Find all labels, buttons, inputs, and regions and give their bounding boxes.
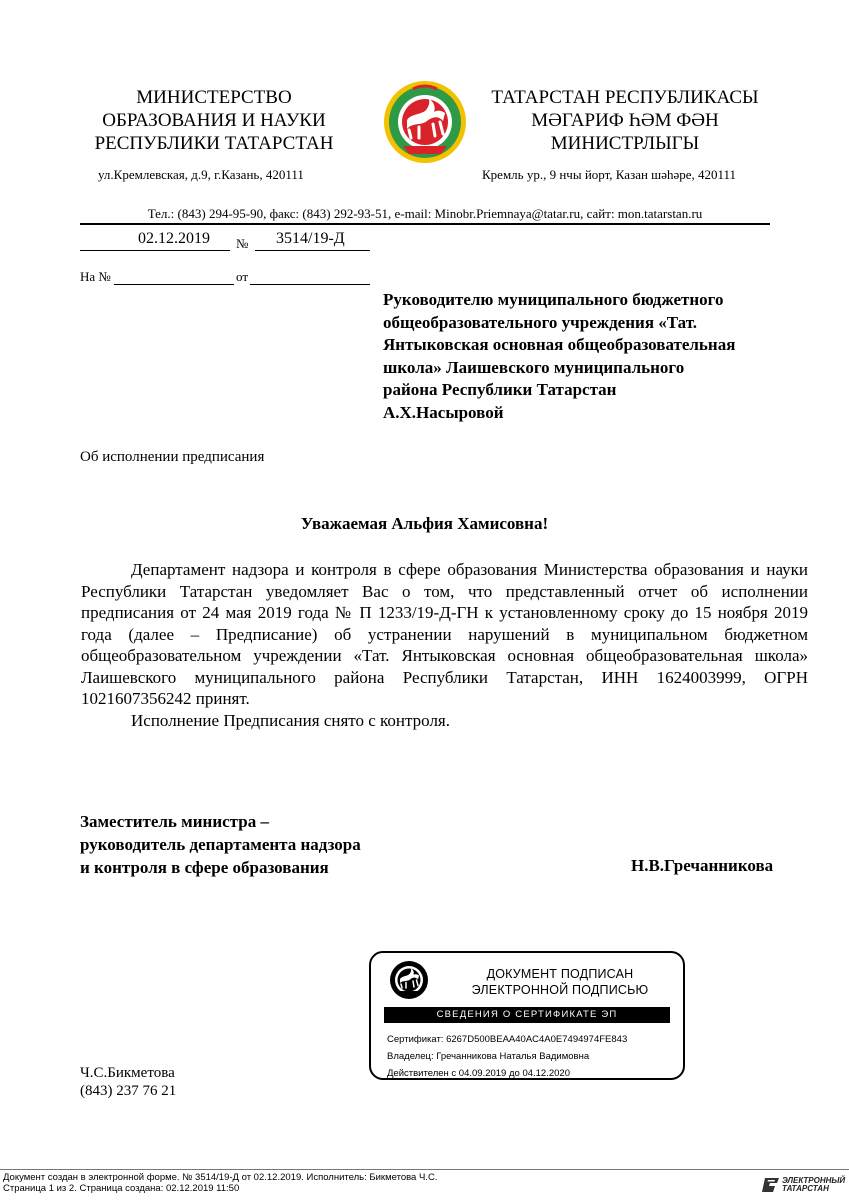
body-paragraph: Исполнение Предписания снято с контроля.: [131, 710, 450, 730]
executor-phone: (843) 237 76 21: [80, 1083, 177, 1099]
footer-line: Документ создан в электронной форме. № 3514/19-Д от 02.12.2019. Исполнитель: Бикметова Ч.С.: [3, 1172, 438, 1183]
stamp-owner: Владелец: Гречанникова Наталья Вадимовна: [387, 1051, 590, 1062]
electronic-signature-stamp: [369, 951, 685, 1080]
letter-subject: Об исполнении предписания: [80, 449, 265, 465]
addressee-line: школа» Лаишевского муниципального: [383, 357, 685, 377]
addressee-block: [383, 289, 813, 424]
stamp-certificate-header: СВЕДЕНИЯ О СЕРТИФИКАТЕ ЭП: [384, 1007, 670, 1023]
address-tatar: Кремль ур., 9 нчы йорт, Казан шәһәре, 420111: [482, 167, 737, 182]
stamp-title-line: ЭЛЕКТРОННОЙ ПОДПИСЬЮ: [471, 983, 649, 997]
stamp-certificate-details: [387, 1031, 627, 1082]
address-russian: ул.Кремлевская, д.9, г.Казань, 420111: [98, 167, 304, 182]
letter-body: [81, 559, 808, 731]
stamp-certificate-id: Сертификат: 6267D500BEAA40AC4A0E7494974FE843: [387, 1034, 628, 1045]
stamp-title: [441, 966, 679, 998]
addressee-line: района Республики Татарстан: [383, 380, 617, 399]
ministry-name-russian: [68, 86, 360, 155]
greeting: Уважаемая Альфия Хамисовна!: [300, 514, 549, 533]
signatory-title: [80, 810, 361, 879]
registration-number: 3514/19-Д: [276, 230, 345, 247]
reference-date-underline: [250, 284, 370, 285]
ministry-name-line: ОБРАЗОВАНИЯ И НАУКИ: [102, 110, 326, 131]
ministry-name-tatar: [480, 86, 770, 155]
signatory-name: Н.В.Гречанникова: [631, 856, 774, 875]
registration-number-field: [255, 230, 370, 251]
footer-line: Страница 1 из 2. Страница создана: 02.12.2019 11:50: [3, 1183, 240, 1194]
reference-from: от: [236, 269, 249, 284]
ministry-name-line: МИНИСТРЛЫГЫ: [550, 133, 700, 154]
electronic-tatarstan-logo: [762, 1176, 846, 1196]
number-sign: №: [236, 236, 249, 251]
executor-name: Ч.С.Бикметова: [80, 1065, 175, 1081]
addressee-line: общеобразовательного учреждения «Тат.: [383, 312, 698, 332]
body-paragraph: Департамент надзора и контроля в сфере образования Министерства образования и науки Республики Татарстан уведомляет Вас о том, что представленный отчет об исполнении предписания от 24 мая 2019 года № П 1233/19-Д-ГН к установленному сроку до 15 ноября 2019 года (далее – Предписание) об устранении нарушений в муниципальном бюджетном общеобразовательном учреждении «Тат. Янтыковская основная общеобразовательная школа» Лаишевского муниципального района Республики Татарстан, ИНН 1624003999, ОГРН 1021607356242 принят.: [81, 560, 808, 708]
electronic-tatarstan-logo-icon: [762, 1177, 780, 1193]
executor-block: [80, 1064, 176, 1100]
contact-line: Тел.: (843) 294-95-90, факс: (843) 292-93-51, e-mail: Minobr.Priemnaya@tatar.ru, сайт: mon.tatarstan.ru: [147, 206, 703, 221]
registration-date: 02.12.2019: [138, 230, 210, 247]
document-footer: [3, 1172, 437, 1194]
tatarstan-emblem-icon: [383, 80, 467, 164]
header-divider: [80, 223, 770, 225]
signatory-title-line: Заместитель министра –: [80, 812, 269, 831]
ministry-name-line: МИНИСТЕРСТВО: [136, 87, 292, 108]
logo-line: ЭЛЕКТРОННЫЙ: [782, 1176, 846, 1185]
stamp-title-line: ДОКУМЕНТ ПОДПИСАН: [486, 967, 634, 981]
registration-date-field: [80, 230, 230, 251]
footer-divider: [0, 1169, 849, 1170]
signatory-title-line: и контроля в сфере образования: [80, 858, 329, 877]
logo-text: [782, 1177, 845, 1193]
addressee-line: А.Х.Насыровой: [383, 402, 504, 422]
reference-prefix: На №: [80, 269, 111, 284]
ministry-name-line: МӘГАРИФ ҺӘМ ФӘН: [531, 110, 719, 131]
stamp-emblem-icon: [389, 960, 429, 1000]
ministry-name-line: РЕСПУБЛИКИ ТАТАРСТАН: [94, 133, 334, 154]
addressee-line: Янтыковская основная общеобразовательная: [383, 335, 736, 354]
logo-line: ТАТАРСТАН: [782, 1184, 829, 1193]
reference-number-underline: [114, 284, 234, 285]
addressee-line: Руководителю муниципального бюджетного: [383, 290, 724, 309]
stamp-validity: Действителен с 04.09.2019 до 04.12.2020: [387, 1068, 570, 1079]
ministry-name-line: ТАТАРСТАН РЕСПУБЛИКАСЫ: [491, 87, 759, 108]
signatory-title-line: руководитель департамента надзора: [80, 835, 361, 854]
